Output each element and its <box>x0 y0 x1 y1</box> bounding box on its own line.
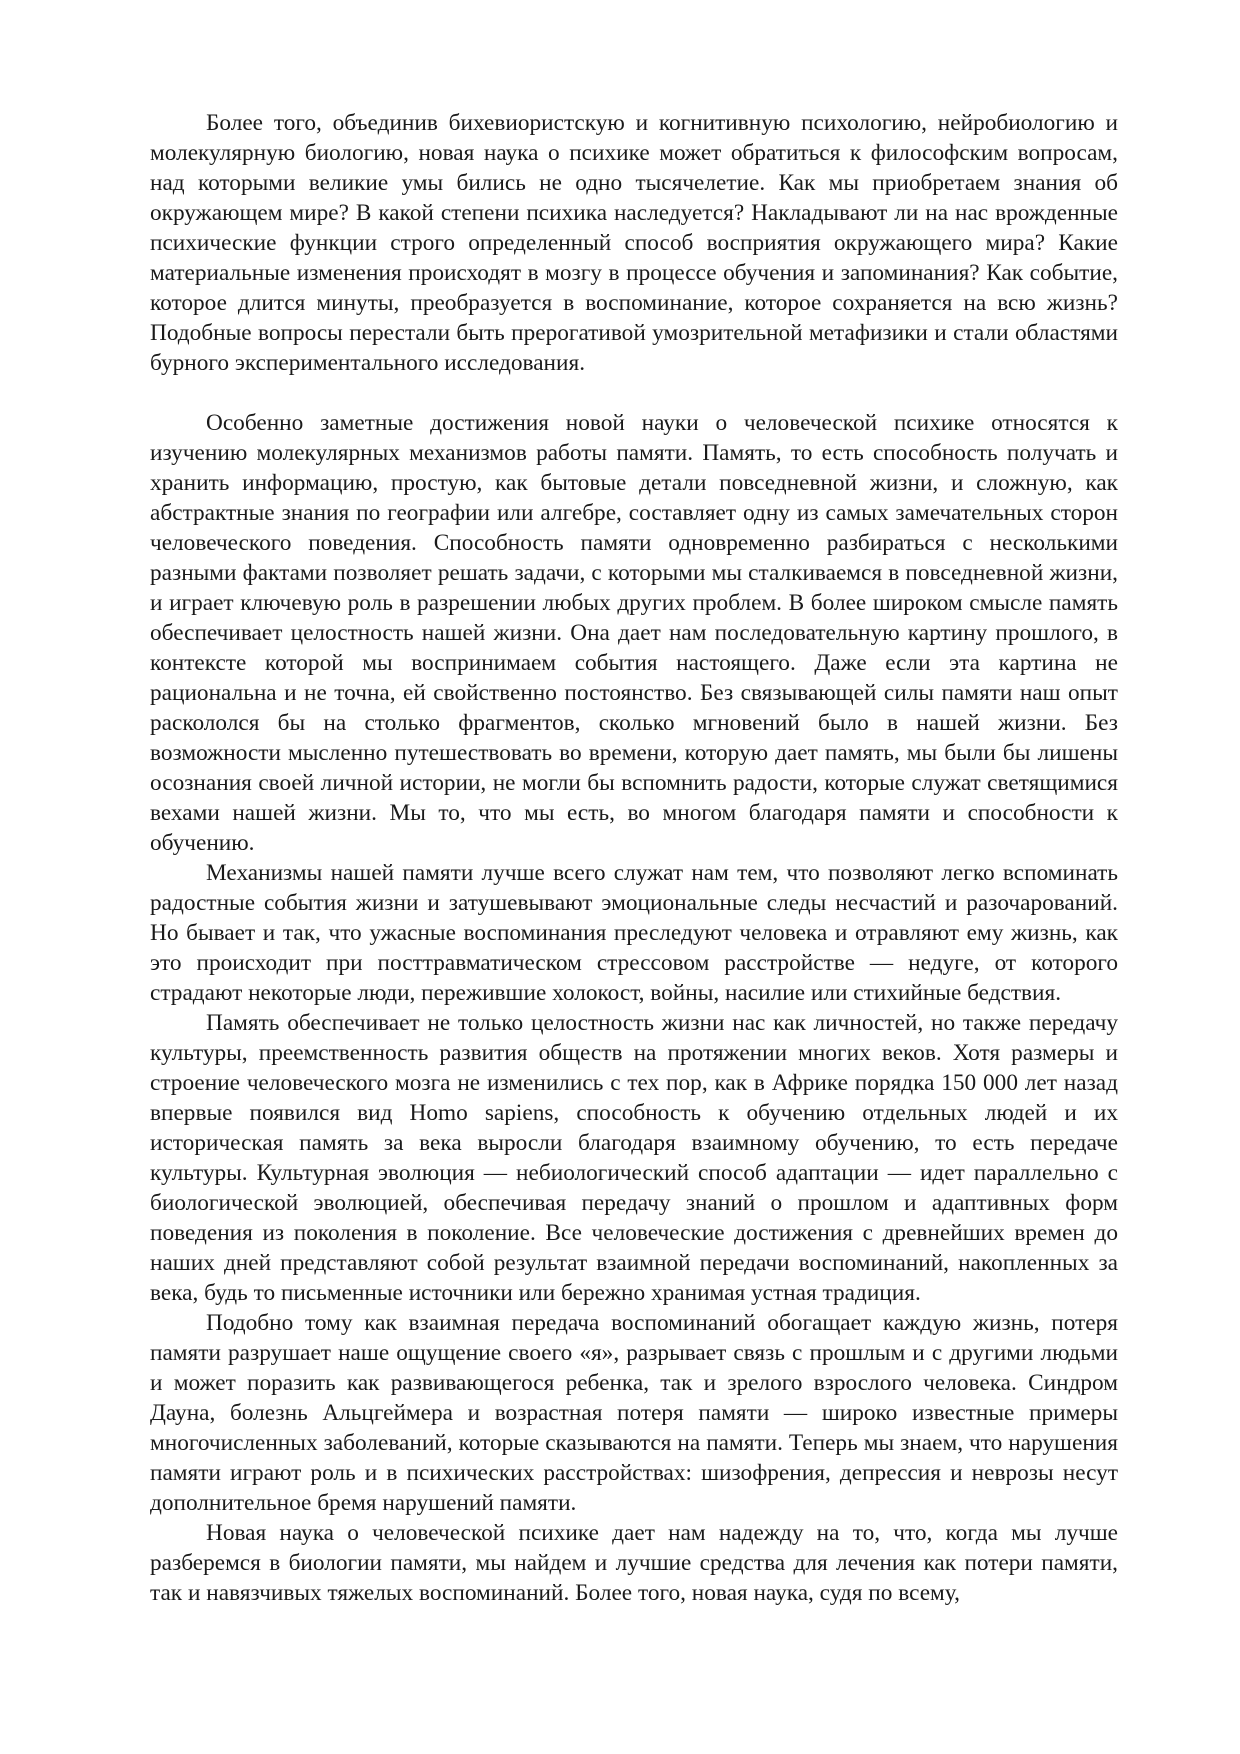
paragraph-memory-loss: Подобно тому как взаимная передача воспоминаний обогащает каждую жизнь, потеря памяти разрушает наше ощущение своего «я», разрывает связь с прошлым и с другими людьми и может поразить как развивающегося ребенка, так и зрелого взрослого человека. Синдром Дауна, болезнь Альцгеймера и возрастная потеря памяти — широко известные примеры многочисленных заболеваний, которые сказываются на памяти. Теперь мы знаем, что нарушения памяти играют роль и в психических расстройствах: шизофрения, депрессия и неврозы несут дополнительное бремя нарушений памяти. <box>150 1310 1118 1516</box>
paragraph-painful-memories: Механизмы нашей памяти лучше всего служат нам тем, что позволяют легко вспоминать радостные события жизни и затушевывают эмоциональные следы несчастий и разочарований. Но бывает и так, что ужасные воспоминания преследуют человека и отравляют ему жизнь, как это происходит при посттравматическом стрессовом расстройстве — недуге, от которого страдают некоторые люди, пережившие холокост, войны, насилие или стихийные бедствия. <box>150 860 1118 1006</box>
paragraph-memory-mechanisms: Особенно заметные достижения новой науки о человеческой психике относятся к изучению молекулярных механизмов работы памяти. Память, то есть способность получать и хранить информацию, простую, как бытовые детали повседневной жизни, и сложную, как абстрактные знания по географии или алгебре, составляет одну из самых замечательных сторон человеческого поведения. Способность памяти одновременно разбираться с несколькими разными фактами позволяет решать задачи, с которыми мы сталкиваемся в повседневной жизни, и играет ключевую роль в разрешении любых других проблем. В более широком смысле память обеспечивает целостность нашей жизни. Она дает нам последовательную картину прошлого, в контексте которой мы воспринимаем события настоящего. Даже если эта картина не рациональна и не точна, ей свойственно постоянство. Без связывающей силы памяти наш опыт раскололся бы на столько фрагментов, сколько мгновений было в нашей жизни. Без возможности мысленно путешествовать во времени, которую дает память, мы были бы лишены осознания своей личной истории, не могли бы вспомнить радости, которые служат светящимися вехами нашей жизни. Мы то, что мы есть, во многом благодаря памяти и способности к обучению. <box>150 410 1118 856</box>
paragraph-new-science-hope: Новая наука о человеческой психике дает нам надежду на то, что, когда мы лучше разберемся в биологии памяти, мы найдем и лучшие средства для лечения как потери памяти, так и навязчивых тяжелых воспоминаний. Более того, новая наука, судя по всему, <box>150 1520 1118 1606</box>
paragraph-philosophical-questions: Более того, объединив бихевиористскую и когнитивную психологию, нейробиологию и молекулярную биологию, новая наука о психике может обратиться к философским вопросам, над которыми великие умы бились не одно тысячелетие. Как мы приобретаем знания об окружающем мире? В какой степени психика наследуется? Накладывают ли на нас врожденные психические функции строго определенный способ восприятия окружающего мира? Какие материальные изменения происходят в мозгу в процессе обучения и запоминания? Как событие, которое длится минуты, преобразуется в воспоминание, которое сохраняется на всю жизнь? Подобные вопросы перестали быть прерогативой умозрительной метафизики и стали областями бурного экспериментального исследования. <box>150 110 1118 376</box>
document-page <box>150 108 1118 1608</box>
paragraph-cultural-transmission: Память обеспечивает не только целостность жизни нас как личностей, но также передачу культуры, преемственность развития обществ на протяжении многих веков. Хотя размеры и строение человеческого мозга не изменились с тех пор, как в Африке порядка 150 000 лет назад впервые появился вид Homo sapiens, способность к обучению отдельных людей и их историческая память за века выросли благодаря взаимному обучению, то есть передаче культуры. Культурная эволюция — небиологический способ адаптации — идет параллельно с биологической эволюцией, обеспечивая передачу знаний о прошлом и адаптивных форм поведения из поколения в поколение. Все человеческие достижения с древнейших времен до наших дней представляют собой результат взаимной передачи воспоминаний, накопленных за века, будь то письменные источники или бережно хранимая устная традиция. <box>150 1010 1118 1306</box>
